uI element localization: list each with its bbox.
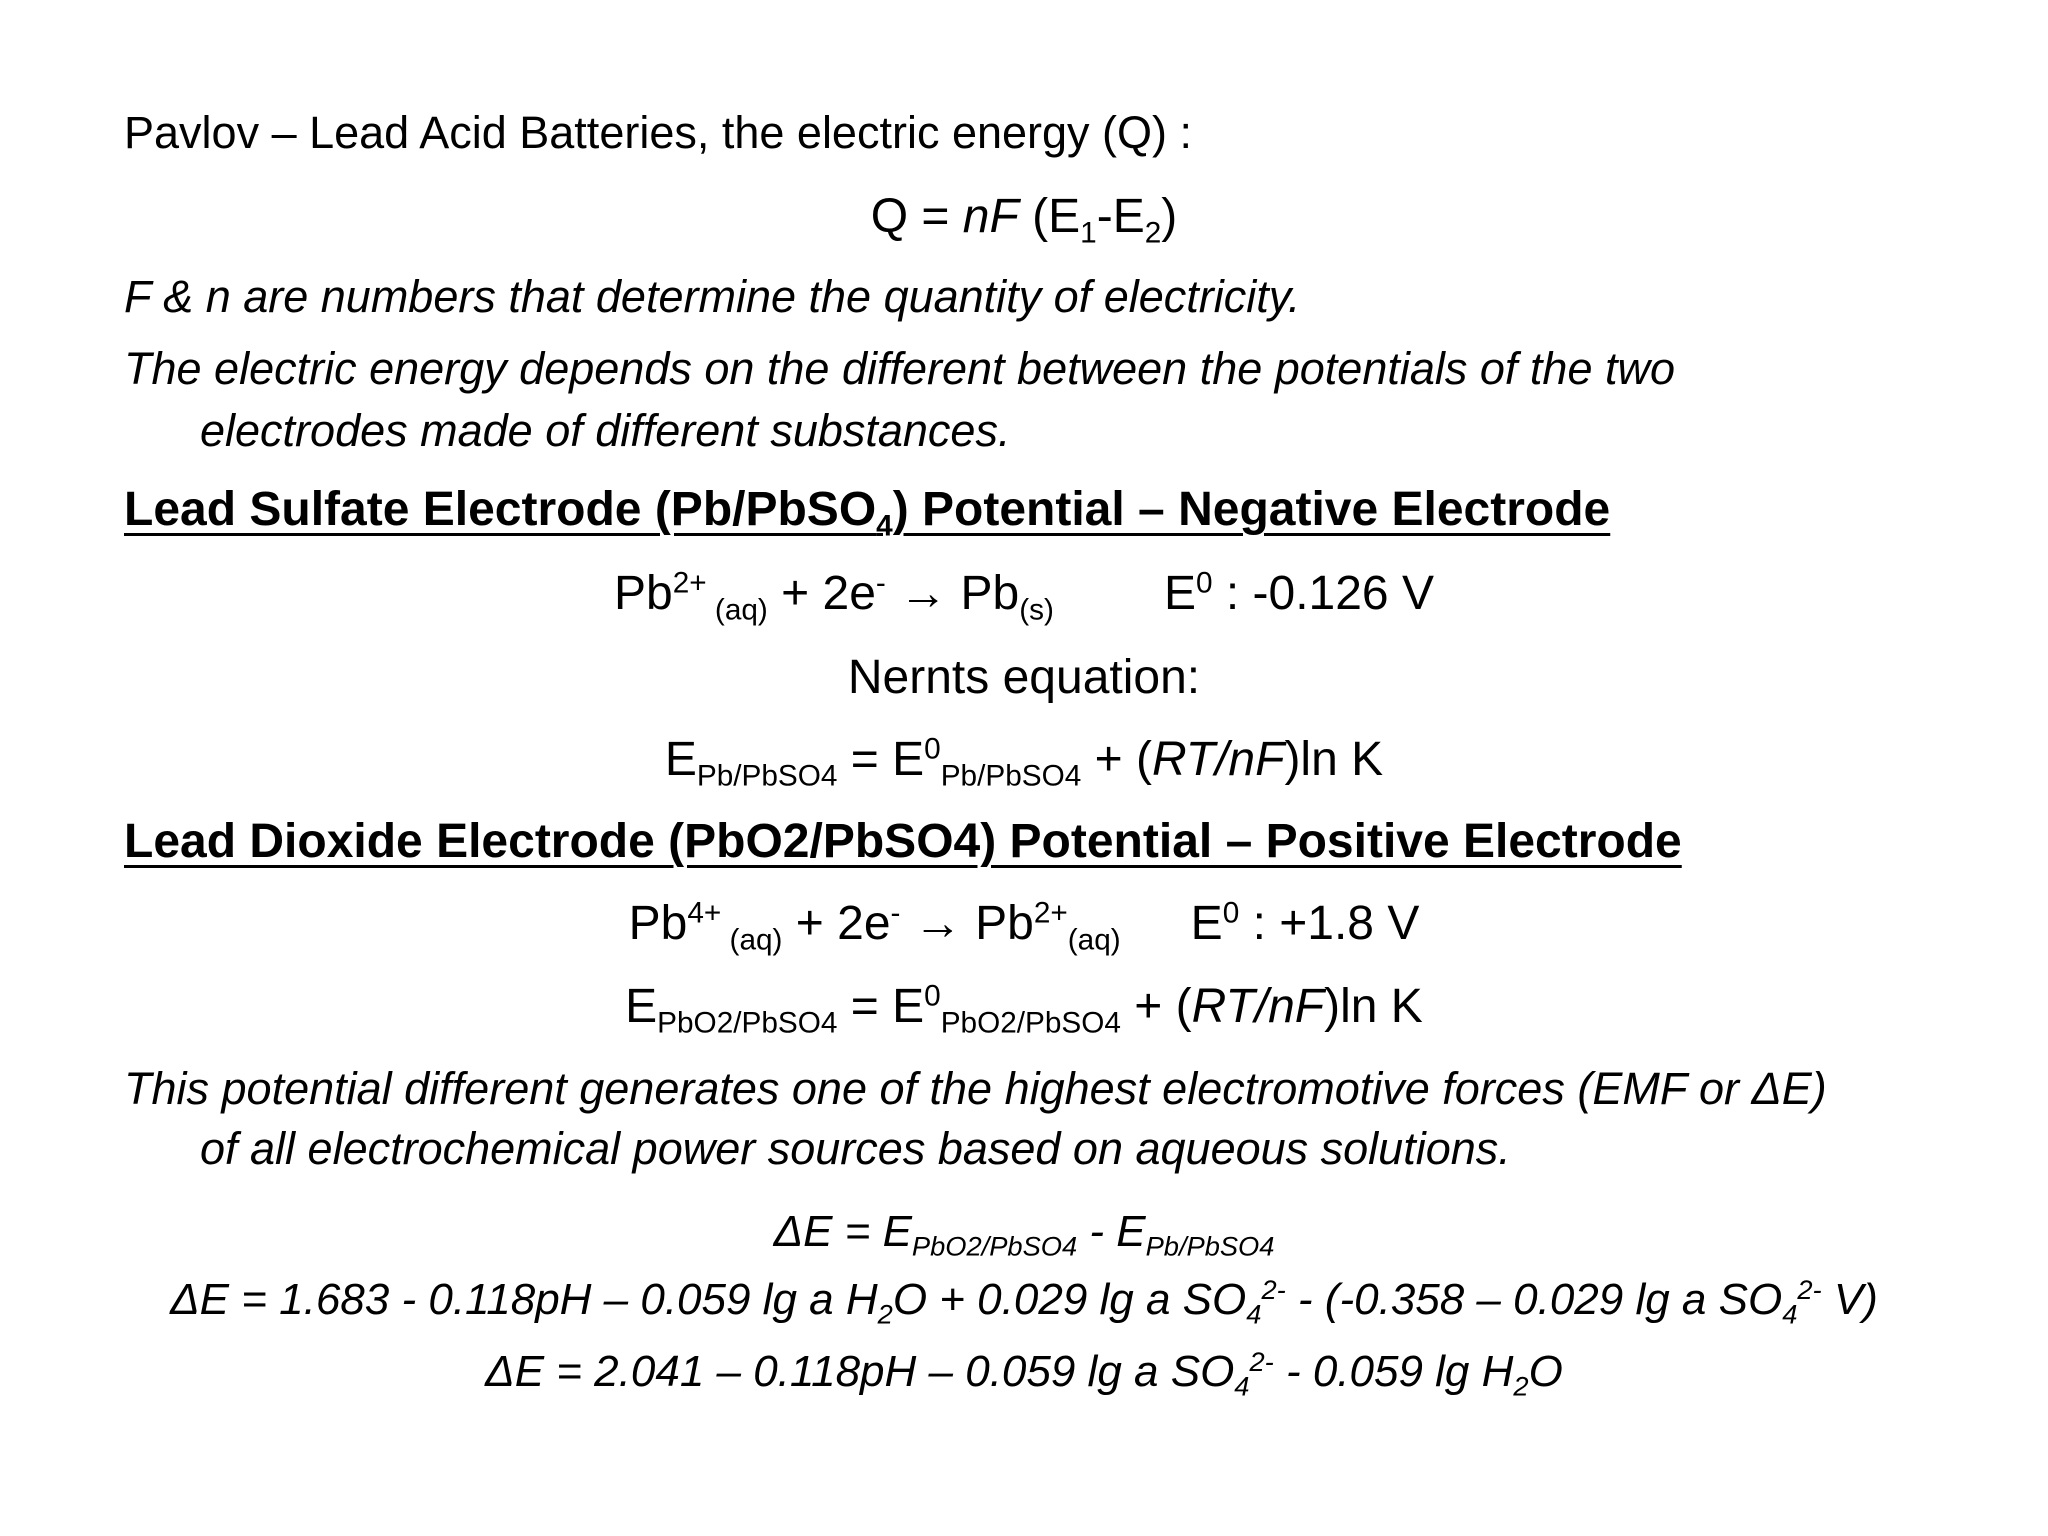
equation-part: (aq) [706, 593, 768, 627]
equation-part: PbO2/PbSO4 [911, 1230, 1078, 1262]
equation-part: 2+ [1033, 896, 1068, 930]
equation-part: ΔE = 2.041 – 0.118pH – 0.059 lg a SO [485, 1347, 1235, 1396]
equation-part: RT/nF [1191, 980, 1325, 1033]
equation-part: E [664, 733, 697, 786]
equation-part: PbO2/PbSO4 [940, 1006, 1121, 1040]
equation-part: V) [1821, 1275, 1878, 1324]
equation-part: 1 [1080, 216, 1097, 250]
equation-part: (aq) [1067, 923, 1121, 957]
delta-e-equation-1 [0, 1274, 2048, 1330]
equation-part: - (-0.358 – 0.029 lg a SO [1285, 1275, 1783, 1324]
equation-part: E [1190, 897, 1223, 950]
heading-negative-electrode [124, 483, 1611, 543]
note-emf-line1 [124, 1063, 1827, 1114]
equation-part: -E [1096, 190, 1145, 243]
equation-part: : +1.8 V [1239, 897, 1420, 950]
equation-part: 2 [1144, 216, 1162, 250]
equation-part: Nernts equation: [847, 651, 1201, 704]
intro-line [124, 107, 1193, 158]
equation-part: Pb/PbSO4 [696, 759, 838, 793]
nernst-positive [0, 979, 2048, 1040]
equation-part: - E [1077, 1207, 1146, 1256]
equation-part: - [875, 566, 886, 600]
equation-part: PbO2/PbSO4 [657, 1006, 838, 1040]
nernst-label [0, 651, 2048, 704]
equation-part: 2- [1249, 1346, 1274, 1377]
equation-part: Pavlov – Lead Acid Batteries, the electric energy (Q) : [124, 107, 1193, 158]
equation-part: F & n are numbers that determine the quantity of electricity. [124, 271, 1301, 322]
equation-part: ΔE = 1.683 - 0.118pH – 0.059 lg a H [170, 1275, 878, 1324]
note-emf-line2 [200, 1123, 1511, 1174]
note-fn [124, 271, 1301, 322]
equation-part: This potential different generates one of the highest electromotive forces (EMF or ΔE) [124, 1063, 1827, 1114]
equation-part: E [625, 980, 658, 1033]
equation-part: nF [962, 190, 1019, 243]
equation-part: Pb/PbSO4 [940, 759, 1082, 793]
equation-part: - [890, 896, 901, 930]
equation-part: 0 [924, 732, 941, 766]
note-energy-line1 [124, 343, 1676, 394]
equation-part: (s) [1019, 593, 1054, 627]
equation-part: 4 [1234, 1370, 1250, 1402]
equation-part: + ( [1081, 733, 1152, 786]
equation-part: O [1528, 1347, 1563, 1396]
equation-part: 4 [876, 509, 893, 543]
equation-part: 4 [1246, 1298, 1262, 1330]
equation-part: 2+ [672, 566, 707, 600]
equation-part: = E [837, 980, 925, 1033]
equation-part: electrodes made of different substances. [200, 405, 1011, 456]
equation-part: O + 0.029 lg a SO [892, 1275, 1247, 1324]
equation-part: (aq) [721, 923, 783, 957]
equation-part: The electric energy depends on the different between the potentials of the two [124, 343, 1676, 394]
equation-part: + ( [1120, 980, 1192, 1033]
equation-part: 4+ [687, 896, 722, 930]
equation-part: 0 [1195, 566, 1213, 600]
equation-part: = E [837, 733, 925, 786]
equation-part: )ln K [1324, 980, 1423, 1033]
equation-part: 2 [877, 1298, 893, 1330]
equation-part: 2 [1513, 1370, 1529, 1402]
equation-part: - 0.059 lg H [1273, 1347, 1514, 1396]
equation-part: Lead Dioxide Electrode (PbO2/PbSO4) Potential – Positive Electrode [124, 815, 1682, 868]
equation-part: E [1163, 567, 1196, 620]
equation-part: ) Potential – Negative Electrode [892, 483, 1611, 536]
equation-part: 0 [924, 979, 941, 1013]
equation-part: (E [1018, 190, 1081, 243]
equation-part: ) [1161, 190, 1178, 243]
equation-part: ΔE = E [773, 1207, 912, 1256]
equation-part: 2- [1261, 1274, 1286, 1305]
equation-part: → Pb [900, 897, 1034, 950]
equation-part: Lead Sulfate Electrode (Pb/PbSO [124, 483, 877, 536]
equation-part: → Pb [885, 567, 1020, 620]
equation-part: Q = [870, 190, 963, 243]
equation-part: 2- [1797, 1274, 1822, 1305]
heading-positive-electrode [124, 815, 1682, 868]
note-energy-line2 [200, 405, 1011, 456]
equation-part: + 2e [782, 897, 891, 950]
equation-part: 4 [1782, 1298, 1798, 1330]
nernst-negative [0, 732, 2048, 793]
reaction-positive [0, 896, 2048, 957]
equation-part: + 2e [767, 567, 876, 620]
energy-equation [0, 190, 2048, 250]
equation-part: : -0.126 V [1212, 567, 1434, 620]
equation-part: )ln K [1284, 733, 1384, 786]
equation-part: Pb/PbSO4 [1145, 1230, 1275, 1262]
equation-part: of all electrochemical power sources based on aqueous solutions. [200, 1123, 1511, 1174]
equation-part: 0 [1222, 896, 1240, 930]
equation-part: Pb [614, 567, 673, 620]
equation-part: RT/nF [1151, 733, 1285, 786]
reaction-negative [0, 566, 2048, 627]
delta-e-equation-2 [0, 1346, 2048, 1402]
equation-part: Pb [628, 897, 688, 950]
delta-e-definition [0, 1207, 2048, 1262]
